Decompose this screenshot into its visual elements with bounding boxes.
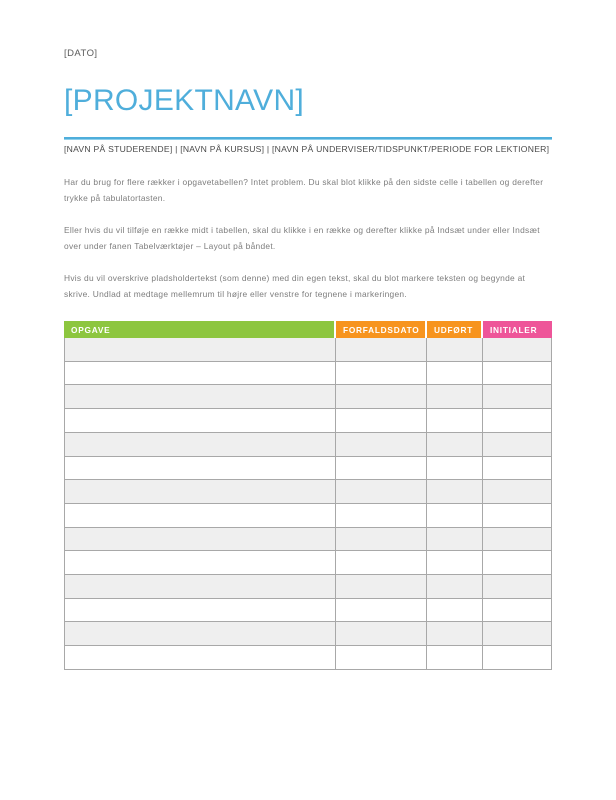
instruction-paragraph-3[interactable]: Hvis du vil overskrive pladsholdertekst (som denne) med din egen tekst, skal du blot markere teksten og begynde at skrive. Undlad at medtage mellemrum til højre eller venstre for tegnene i markeringen. xyxy=(64,273,526,299)
table-cell-forfaldsdato[interactable] xyxy=(336,504,427,528)
table-cell-opgave[interactable] xyxy=(64,551,336,575)
table-cell-opgave[interactable] xyxy=(64,528,336,552)
table-cell-initialer[interactable] xyxy=(483,551,552,575)
table-row[interactable] xyxy=(64,504,552,528)
task-table-body xyxy=(64,338,552,670)
table-cell-forfaldsdato[interactable] xyxy=(336,575,427,599)
table-cell-forfaldsdato[interactable] xyxy=(336,362,427,386)
table-cell-forfaldsdato[interactable] xyxy=(336,551,427,575)
table-row[interactable] xyxy=(64,551,552,575)
table-cell-udfoert[interactable] xyxy=(427,575,483,599)
table-cell-initialer[interactable] xyxy=(483,480,552,504)
title-divider xyxy=(64,137,552,140)
table-cell-initialer[interactable] xyxy=(483,433,552,457)
table-row[interactable] xyxy=(64,362,552,386)
table-cell-udfoert[interactable] xyxy=(427,338,483,362)
table-cell-initialer[interactable] xyxy=(483,409,552,433)
table-cell-udfoert[interactable] xyxy=(427,480,483,504)
table-cell-opgave[interactable] xyxy=(64,362,336,386)
column-header-initialer[interactable]: INITIALER xyxy=(483,321,552,338)
table-cell-initialer[interactable] xyxy=(483,646,552,670)
table-row[interactable] xyxy=(64,622,552,646)
table-cell-forfaldsdato[interactable] xyxy=(336,599,427,623)
table-row[interactable] xyxy=(64,575,552,599)
table-cell-initialer[interactable] xyxy=(483,338,552,362)
table-cell-udfoert[interactable] xyxy=(427,362,483,386)
task-table xyxy=(64,321,552,670)
table-cell-initialer[interactable] xyxy=(483,457,552,481)
table-cell-forfaldsdato[interactable] xyxy=(336,528,427,552)
table-cell-udfoert[interactable] xyxy=(427,385,483,409)
table-cell-forfaldsdato[interactable] xyxy=(336,646,427,670)
table-cell-udfoert[interactable] xyxy=(427,433,483,457)
table-row[interactable] xyxy=(64,599,552,623)
table-cell-opgave[interactable] xyxy=(64,575,336,599)
table-cell-initialer[interactable] xyxy=(483,528,552,552)
table-row[interactable] xyxy=(64,480,552,504)
table-row[interactable] xyxy=(64,338,552,362)
table-cell-udfoert[interactable] xyxy=(427,457,483,481)
table-cell-forfaldsdato[interactable] xyxy=(336,338,427,362)
column-header-forfaldsdato[interactable]: FORFALDSDATO xyxy=(336,321,427,338)
instruction-paragraph-2[interactable]: Eller hvis du vil tilføje en række midt i tabellen, skal du klikke i en række og derefter klikke på Indsæt under eller Indsæt over under fanen Tabelværktøjer – Layout på båndet. xyxy=(64,225,540,251)
table-cell-udfoert[interactable] xyxy=(427,646,483,670)
table-cell-opgave[interactable] xyxy=(64,433,336,457)
table-cell-opgave[interactable] xyxy=(64,599,336,623)
table-cell-forfaldsdato[interactable] xyxy=(336,433,427,457)
table-cell-udfoert[interactable] xyxy=(427,409,483,433)
table-row[interactable] xyxy=(64,457,552,481)
document-body xyxy=(64,0,552,670)
table-cell-initialer[interactable] xyxy=(483,575,552,599)
table-cell-opgave[interactable] xyxy=(64,646,336,670)
table-cell-udfoert[interactable] xyxy=(427,551,483,575)
table-cell-opgave[interactable] xyxy=(64,504,336,528)
table-cell-initialer[interactable] xyxy=(483,504,552,528)
table-cell-initialer[interactable] xyxy=(483,385,552,409)
date-placeholder[interactable]: [DATO] xyxy=(64,48,98,59)
table-cell-opgave[interactable] xyxy=(64,409,336,433)
table-row[interactable] xyxy=(64,433,552,457)
table-cell-opgave[interactable] xyxy=(64,480,336,504)
table-cell-opgave[interactable] xyxy=(64,385,336,409)
table-cell-initialer[interactable] xyxy=(483,622,552,646)
table-cell-forfaldsdato[interactable] xyxy=(336,480,427,504)
column-header-opgave[interactable]: OPGAVE xyxy=(64,321,336,338)
table-cell-udfoert[interactable] xyxy=(427,599,483,623)
table-cell-opgave[interactable] xyxy=(64,457,336,481)
table-cell-opgave[interactable] xyxy=(64,338,336,362)
table-header-row xyxy=(64,321,552,338)
table-row[interactable] xyxy=(64,385,552,409)
table-row[interactable] xyxy=(64,646,552,670)
table-cell-forfaldsdato[interactable] xyxy=(336,409,427,433)
table-cell-forfaldsdato[interactable] xyxy=(336,622,427,646)
table-row[interactable] xyxy=(64,409,552,433)
column-header-udfoert[interactable]: UDFØRT xyxy=(427,321,483,338)
table-cell-initialer[interactable] xyxy=(483,599,552,623)
table-cell-udfoert[interactable] xyxy=(427,504,483,528)
task-table-header xyxy=(64,321,552,338)
table-cell-opgave[interactable] xyxy=(64,622,336,646)
table-cell-udfoert[interactable] xyxy=(427,528,483,552)
table-cell-forfaldsdato[interactable] xyxy=(336,457,427,481)
table-row[interactable] xyxy=(64,528,552,552)
table-cell-forfaldsdato[interactable] xyxy=(336,385,427,409)
table-cell-udfoert[interactable] xyxy=(427,622,483,646)
document-subtitle[interactable]: [NAVN PÅ STUDERENDE] | [NAVN PÅ KURSUS] | [NAVN PÅ UNDERVISER/TIDSPUNKT/PERIODE FOR LEKTIONER] xyxy=(64,144,550,155)
table-cell-initialer[interactable] xyxy=(483,362,552,386)
instruction-paragraph-1[interactable]: Har du brug for flere rækker i opgavetabellen? Intet problem. Du skal blot klikke på den sidste celle i tabellen og derefter trykke på tabulatortasten. xyxy=(64,177,544,203)
page-title[interactable]: [PROJEKTNAVN] xyxy=(64,84,305,117)
